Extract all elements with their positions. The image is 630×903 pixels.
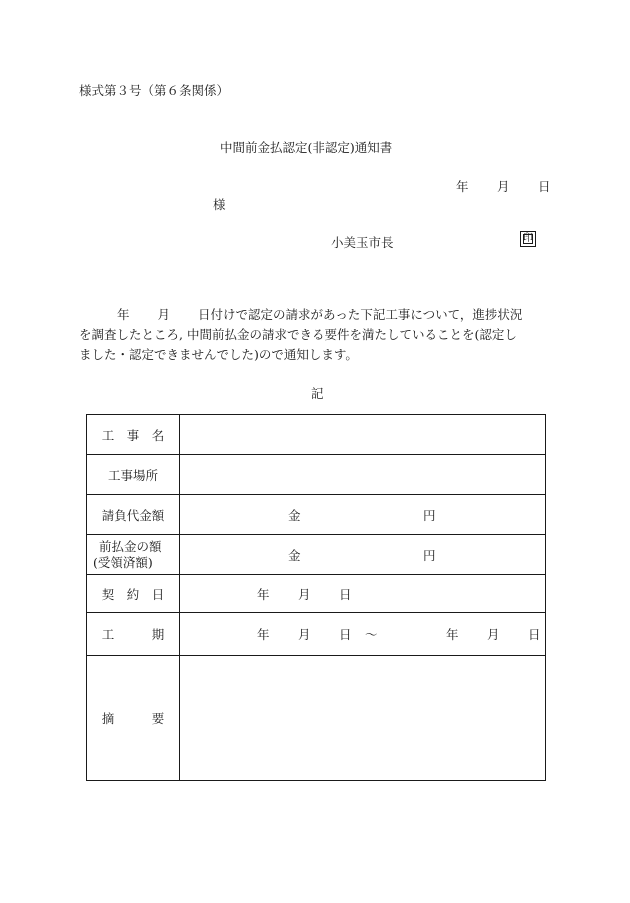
label-advance-amount-line2: (受領済額) <box>93 554 153 570</box>
row-contract-amount <box>87 495 546 535</box>
row-contract-date <box>87 575 546 613</box>
row-work-place <box>87 455 546 495</box>
value-work-place[interactable] <box>180 455 546 495</box>
row-summary <box>87 656 546 781</box>
label-period: 工 期 <box>87 613 180 656</box>
body-paragraph <box>79 305 549 365</box>
period-end-year: 年 <box>446 627 459 642</box>
addressee-honorific: 様 <box>213 197 226 212</box>
details-table <box>86 414 546 781</box>
document-title: 中間前金払認定(非認定)通知書 <box>220 140 393 155</box>
seal-stamp <box>520 231 536 247</box>
period-start-day: 日 <box>339 627 352 642</box>
contract-date-day: 日 <box>339 586 352 602</box>
body-year: 年 <box>117 307 130 322</box>
label-advance-amount <box>87 535 180 575</box>
label-advance-amount-line1: 前払金の額 <box>99 538 162 554</box>
body-line-2: を調査したところ, 中間前払金の請求できる要件を満たしていることを(認定し <box>79 327 517 342</box>
contract-date-year: 年 <box>257 586 270 602</box>
label-work-name: 工 事 名 <box>87 415 180 455</box>
body-month: 月 <box>157 307 171 322</box>
period-end-day: 日 <box>528 627 541 642</box>
label-contract-amount: 請負代金額 <box>87 495 180 535</box>
label-summary: 摘 要 <box>87 656 180 781</box>
label-work-place: 工事場所 <box>87 455 180 495</box>
value-advance-amount[interactable] <box>180 535 546 575</box>
seal-char: 印 <box>523 233 533 244</box>
row-work-name <box>87 415 546 455</box>
date-day: 日 <box>538 179 551 194</box>
form-number: 様式第３号（第６条関係） <box>79 83 230 98</box>
issue-date <box>456 177 550 193</box>
body-line-3: ました・認定できませんでした)ので通知します。 <box>79 347 358 362</box>
advance-amount-kin: 金 <box>288 547 301 563</box>
body-line-1 <box>79 305 549 325</box>
sender-name: 小美玉市長 <box>331 235 394 250</box>
label-contract-date: 契 約 日 <box>87 575 180 613</box>
date-month: 月 <box>497 179 510 194</box>
value-period[interactable] <box>180 613 546 656</box>
value-contract-date[interactable] <box>180 575 546 613</box>
row-period <box>87 613 546 656</box>
value-contract-amount[interactable] <box>180 495 546 535</box>
advance-amount-en: 円 <box>423 547 436 563</box>
period-start-month: 月 <box>298 627 311 642</box>
contract-amount-kin: 金 <box>288 507 301 523</box>
body-line-1-text: 日付けで認定の請求があった下記工事について，進捗状況 <box>198 307 523 322</box>
ki-heading: 記 <box>311 386 324 401</box>
value-work-name[interactable] <box>180 415 546 455</box>
date-year: 年 <box>456 179 469 194</box>
contract-amount-en: 円 <box>423 507 436 523</box>
period-end-month: 月 <box>487 627 500 642</box>
period-tilde: ～ <box>365 627 378 642</box>
row-advance-amount <box>87 535 546 575</box>
contract-date-month: 月 <box>298 586 311 602</box>
period-start-year: 年 <box>257 627 270 642</box>
value-summary[interactable] <box>180 656 546 781</box>
